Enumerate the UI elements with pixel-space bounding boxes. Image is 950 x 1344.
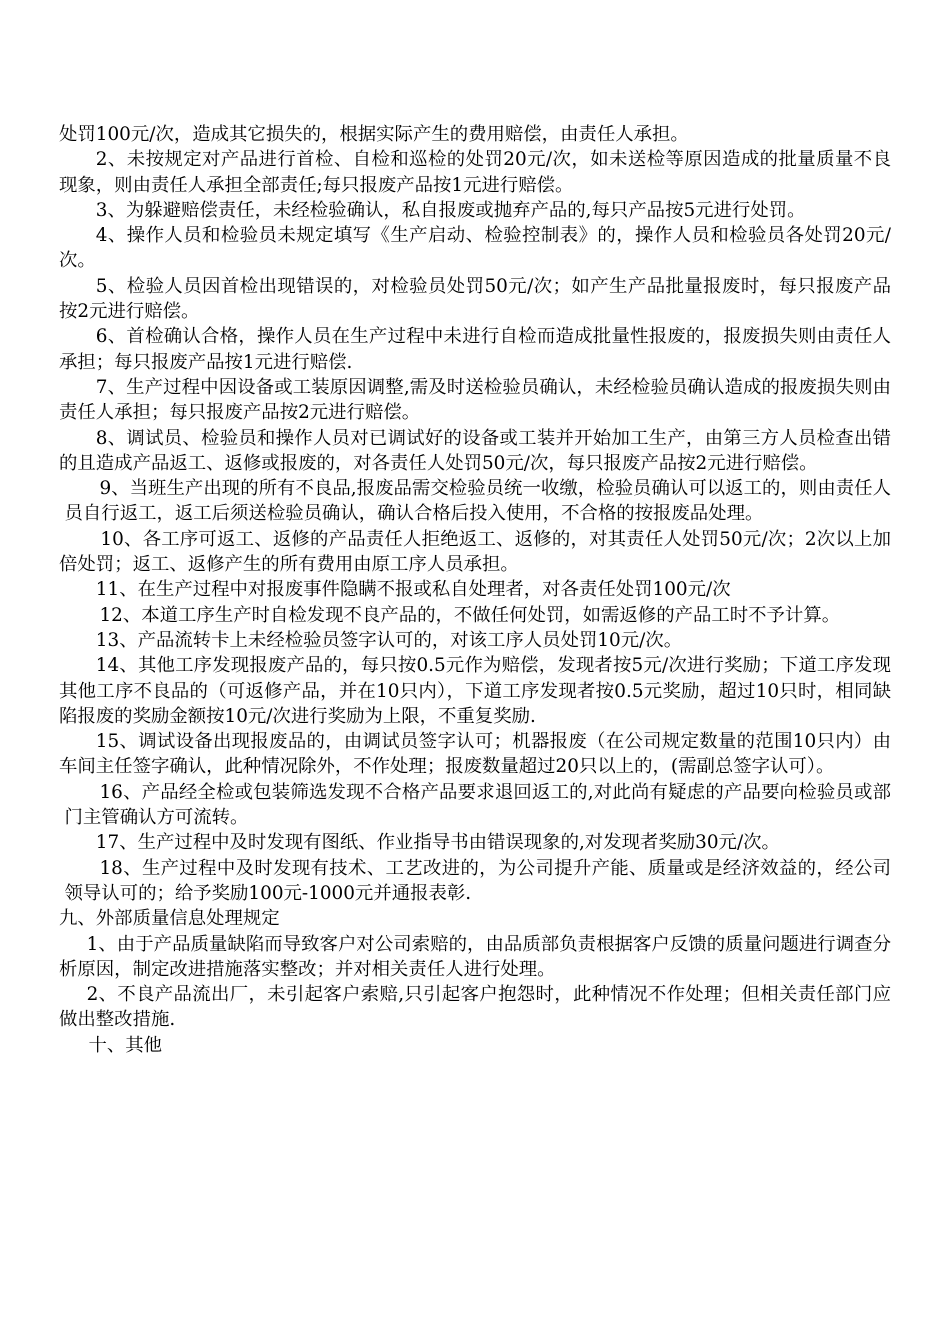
section-9-item-1: 1、由于产品质量缺陷而导致客户对公司索赔的，由品质部负责根据客户反馈的质量问题进行调查分析原因，制定改进措施落实整改；并对相关责任人进行处理。 (59, 933, 891, 980)
clause-10: 10、各工序可返工、返修的产品责任人拒绝返工、返修的，对其责任人处罚50元/次；2次以上加倍处罚；返工、返修产生的所有费用由原工序人员承担。 (59, 528, 891, 576)
clause-5: 5、检验人员因首检出现错误的，对检验员处罚50元/次；如产生产品批量报废时，每只报废产品按2元进行赔偿。 (59, 275, 891, 323)
clause-4: 4、操作人员和检验员未规定填写《生产启动、检验控制表》的，操作人员和检验员各处罚20元/次。 (59, 225, 891, 272)
clause-12: 12、本道工序生产时自检发现不良产品的，不做任何处罚，如需返修的产品工时不予计算。 (99, 604, 841, 626)
clause-17: 17、生产过程中及时发现有图纸、作业指导书由错误现象的,对发现者奖励30元/次。 (95, 832, 780, 854)
section-9-item-2: 2、不良产品流出厂，未引起客户索赔,只引起客户抱怨时，此种情况不作处理；但相关责任部门应做出整改措施. (59, 984, 891, 1031)
clause-15: 15、调试设备出现报废品的，由调试员签字认可；机器报废（在公司规定数量的范围10只内）由车间主任签字确认，此种情况除外，不作处理；报废数量超过20只以上的，(需副总签字认可）。 (59, 731, 891, 778)
clause-11: 11、在生产过程中对报废事件隐瞒不报或私自处理者，对各责任处罚100元/次 (95, 579, 731, 601)
clause-3: 3、为躲避赔偿责任，未经检验确认，私自报废或抛弃产品的,每只产品按5元进行处罚。 (95, 199, 806, 221)
paragraph-continuation: 处罚100元/次，造成其它损失的，根据实际产生的费用赔偿，由责任人承担。 (59, 124, 689, 145)
clause-2: 2、未按规定对产品进行首检、自检和巡检的处罚20元/次，如未送检等原因造成的批量质量不良现象，则由责任人承担全部责任;每只报废产品按1元进行赔偿。 (59, 149, 891, 196)
clause-16: 16、产品经全检或包装筛选发现不合格产品要求退回返工的,对此尚有疑虑的产品要向检验员或部门主管确认方可流转。 (64, 781, 891, 829)
clause-13: 13、产品流转卡上未经检验员签字认可的，对该工序人员处罚10元/次。 (95, 629, 683, 651)
section-9-heading: 九、外部质量信息处理规定 (59, 908, 280, 930)
clause-14: 14、其他工序发现报废产品的，每只按0.5元作为赔偿，发现者按5元/次进行奖励；下道工序发现其他工序不良品的（可返修产品，并在10只内），下道工序发现者按0.5元奖励，超过10只时，相同缺陷报废的奖励金额按10元/次进行奖励为上限，不重复奖励. (59, 655, 891, 727)
section-10-heading: 十、其他 (88, 1034, 163, 1056)
clause-7: 7、生产过程中因设备或工装原因调整,需及时送检验员确认，未经检验员确认造成的报废损失则由责任人承担；每只报废产品按2元进行赔偿。 (59, 376, 891, 424)
clause-18: 18、生产过程中及时发现有技术、工艺改进的，为公司提升产能、质量或是经济效益的，经公司领导认可的；给予奖励100元-1000元并通报表彰. (64, 857, 891, 904)
clause-6: 6、首检确认合格，操作人员在生产过程中未进行自检而造成批量性报废的，报废损失则由责任人承担；每只报废产品按1元进行赔偿. (59, 326, 891, 373)
clause-8: 8、调试员、检验员和操作人员对已调试好的设备或工装并开始加工生产，由第三方人员检查出错的且造成产品返工、返修或报废的，对各责任人处罚50元/次，每只报废产品按2元进行赔偿。 (59, 427, 891, 474)
document-page (59, 122, 891, 1058)
clause-9: 9、当班生产出现的所有不良品,报废品需交检验员统一收缴，检验员确认可以返工的，则由责任人员自行返工，返工后须送检验员确认，确认合格后投入使用，不合格的按报废品处理。 (64, 478, 891, 525)
